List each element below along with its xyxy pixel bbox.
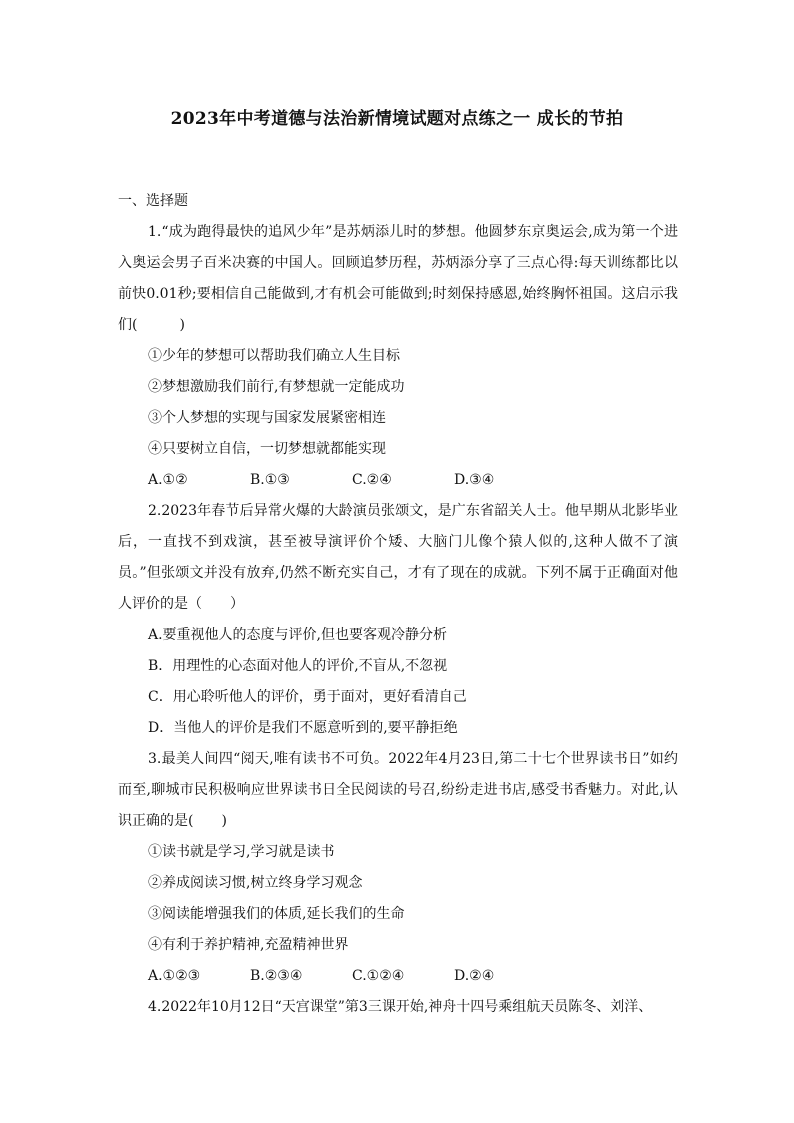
question-1-choice-c: C.②④ [352,472,392,488]
document-body [118,186,678,1023]
question-3-option-4: ④有利于养护精神,充盈精神世界 [148,937,349,953]
question-1-option-3: ③个人梦想的实现与国家发展紧密相连 [148,410,386,426]
question-3-choice-d: D.②④ [454,968,495,984]
question-1-option-4: ④只要树立自信，一切梦想就都能实现 [148,441,386,457]
question-2-option-c: C．用心聆听他人的评价，勇于面对，更好看清自己 [148,689,467,705]
question-1-stem: 1.“成为跑得最快的追风少年”是苏炳添儿时的梦想。他圆梦东京奥运会,成为第一个进入奥运会男子百米决赛的中国人。回顾追梦历程，苏炳添分享了三点心得:每天训练都比以前快0.01秒;要相信自己能做到,才有机会可能做到;时刻保持感恩,始终胸怀祖国。这启示我们( ) [118,224,678,333]
question-3-choice-b: B.②③④ [250,968,303,984]
question-3-choice-a: A.①②③ [148,968,201,984]
question-2-option-b: B．用理性的心态面对他人的评价,不盲从,不忽视 [148,658,448,674]
question-3-stem: 3.最美人间四“阅天,唯有读书不可负。2022年4月23日,第二十七个世界读书日”如约而至,聊城市民积极响应世界读书日全民阅读的号召,纷纷走进书店,感受书香魅力。对此,认识正确的是( ) [118,751,678,829]
question-3-choices [118,961,678,992]
question-4-stem: 4.2022年10月12日“天宫课堂”第3三课开始,神舟十四号乘组航天员陈冬、刘洋、 [148,999,653,1015]
question-1-choice-b: B.①③ [250,472,290,488]
document-title: 2023年中考道德与法治新情境试题对点练之一 成长的节拍 [170,109,624,129]
question-2-option-a: A.要重视他人的态度与评价,但也要客观冷静分析 [148,627,448,643]
question-3-option-2: ②养成阅读习惯,树立终身学习观念 [148,875,363,891]
question-3-option-3: ③阅读能增强我们的体质,延长我们的生命 [148,906,405,922]
question-1-option-1: ①少年的梦想可以帮助我们确立人生目标 [148,348,400,364]
question-2-stem: 2.2023年春节后异常火爆的大龄演员张颂文，是广东省韶关人士。他早期从北影毕业后，一直找不到戏演，甚至被导演评价个矮、大脑门儿像个猿人似的,这种人做不了演员。”但张颂文并没有放弃,仍然不断充实自己，才有了现在的成就。下列不属于正确面对他人评价的是（ ） [118,503,678,612]
question-3-choice-c: C.①②④ [352,968,405,984]
question-3-option-1: ①读书就是学习,学习就是读书 [148,844,335,860]
question-1-option-2: ②梦想激励我们前行,有梦想就一定能成功 [148,379,405,395]
question-1-choice-a: A.①② [148,472,188,488]
question-1-choice-d: D.③④ [454,472,495,488]
question-1-choices [118,465,678,496]
question-2-option-d: D．当他人的评价是我们不愿意听到的,要平静拒绝 [148,720,458,736]
section-heading: 一、选择题 [118,193,188,209]
